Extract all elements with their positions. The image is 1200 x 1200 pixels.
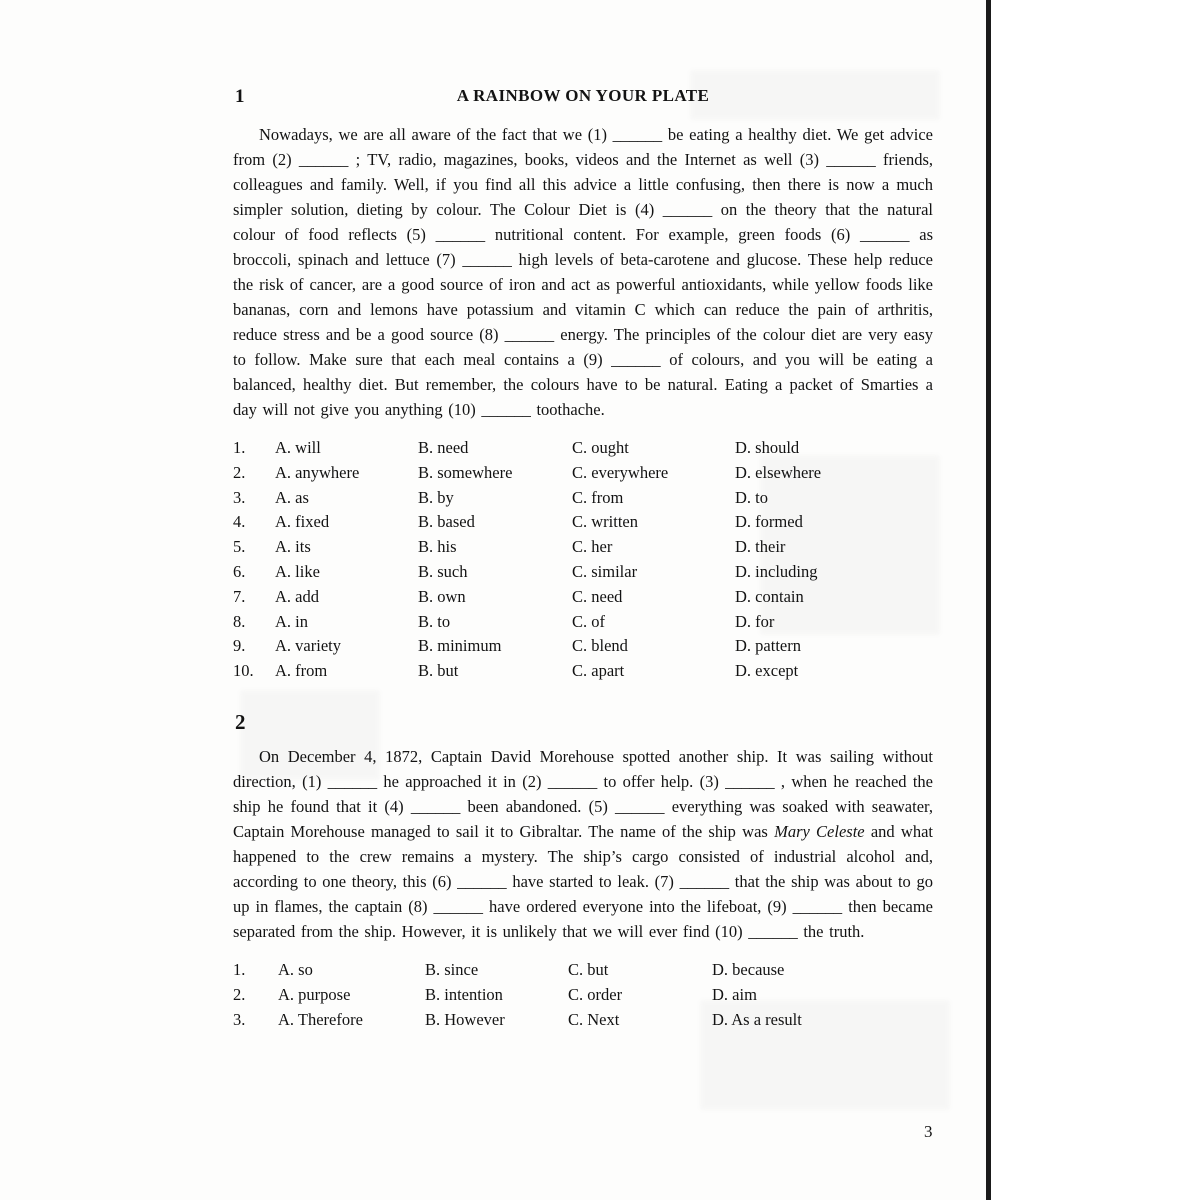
option-b: B. to [418, 611, 451, 631]
option-b: B. own [418, 586, 466, 606]
option-b: B. need [418, 438, 469, 457]
option-b: B. based [418, 512, 475, 532]
option-c: C. apart [572, 661, 625, 681]
option-c: C. everywhere [572, 462, 669, 482]
question-row [233, 634, 933, 659]
option-c: C. similar [572, 561, 638, 581]
question-number: 10. [233, 661, 254, 681]
option-a: A. Therefore [278, 1009, 363, 1029]
option-d: D. As a result [712, 1009, 802, 1029]
option-d: D. should [735, 438, 800, 457]
option-b: B. intention [425, 984, 503, 1004]
option-b: B. such [418, 561, 468, 581]
page-number: 3 [924, 1122, 933, 1141]
exercise1-passage: Nowadays, we are all aware of the fact that we (1) ______ be eating a healthy diet. We get advice from (2) ______ ; TV, radio, magazines, books, videos and the Internet as well (3) ______ friends, colleagues and family. Well, if you find all this advice a little confusing, then there is now a much simpler solution, dieting by colour. The Colour Diet is (4) ______ on the theory that the natural colour of food reflects (5) ______ nutritional content. For example, green foods (6) ______ as broccoli, spinach and lettuce (7) ______ high levels of beta-carotene and glucose. These help reduce the risk of cancer, are a good source of iron and act as powerful antioxidants, while yellow foods like bananas, corn and lemons have potassium and vitamin C which can reduce the pain of arthritis, reduce stress and be a good source (8) ______ energy. The principles of the colour diet are very easy to follow. Make sure that each meal contains a (9) ______ of colours, and you will be eating a balanced, healthy diet. But remember, the colours have to be natural. Eating a packet of Smarties a day will not give you anything (10) ______ toothache. [233, 125, 933, 419]
question-number: 7. [233, 586, 246, 606]
question-row [233, 461, 933, 486]
exercise1-header [233, 86, 933, 110]
question-number: 4. [233, 512, 246, 532]
option-a: A. variety [275, 636, 341, 656]
option-a: A. add [275, 586, 319, 606]
question-number: 1. [233, 959, 246, 979]
question-number: 3. [233, 487, 246, 507]
passage-text: On December 4, 1872, Captain David Morehouse spotted another ship. It was sailing without direction, (1) ______ he approached it in (2) ______ to offer help. (3) ______ , when he reached the ship he found that it (4) ______ been abandoned. (5) ______ everything was soaked with seawater, Captain Morehouse managed to sail it to Gibraltar. The name of the ship was [233, 746, 933, 841]
exercise1-questions [233, 436, 933, 684]
question-number: 3. [233, 1009, 246, 1029]
option-a: A. like [275, 561, 320, 581]
option-b: B. However [425, 1009, 505, 1029]
option-b: B. but [418, 661, 459, 681]
option-b: B. by [418, 487, 454, 507]
option-d: D. elsewhere [735, 462, 822, 482]
option-a: A. anywhere [275, 462, 360, 482]
question-row [233, 958, 933, 983]
option-c: C. blend [572, 636, 628, 656]
option-d: D. because [712, 959, 785, 979]
option-c: C. Next [568, 1009, 620, 1029]
question-row [233, 983, 933, 1008]
option-d: D. to [735, 487, 768, 507]
option-a: A. will [275, 438, 321, 457]
option-c: C. ought [572, 438, 629, 457]
question-row [233, 486, 933, 511]
question-number: 2. [233, 462, 246, 482]
option-c: C. written [572, 512, 638, 532]
option-a: A. so [278, 959, 313, 979]
option-d: D. pattern [735, 636, 801, 656]
question-number: 9. [233, 636, 246, 656]
option-a: A. as [275, 487, 309, 507]
question-row [233, 659, 933, 684]
scan-right-margin [991, 0, 1200, 1200]
option-b: B. his [418, 537, 457, 557]
question-row [233, 436, 933, 461]
exercise2-number: 2 [235, 709, 246, 734]
option-c: C. her [572, 537, 613, 557]
question-number: 2. [233, 984, 246, 1004]
question-number: 8. [233, 611, 246, 631]
option-b: B. since [425, 959, 479, 979]
option-a: A. from [275, 661, 328, 681]
option-a: A. its [275, 537, 311, 557]
option-d: D. except [735, 661, 799, 681]
page-content [233, 86, 933, 1032]
question-number: 5. [233, 537, 246, 557]
question-row [233, 610, 933, 635]
option-d: D. aim [712, 984, 757, 1004]
option-c: C. but [568, 959, 609, 979]
question-row [233, 535, 933, 560]
option-c: C. from [572, 487, 624, 507]
option-b: B. somewhere [418, 462, 513, 482]
option-c: C. need [572, 586, 623, 606]
option-a: A. purpose [278, 984, 351, 1004]
exercise2-questions [233, 958, 933, 1032]
option-d: D. formed [735, 512, 803, 532]
question-row [233, 510, 933, 535]
exercise1-number: 1 [235, 86, 245, 107]
option-d: D. including [735, 561, 818, 581]
option-c: C. order [568, 984, 623, 1004]
option-a: A. in [275, 611, 308, 631]
question-row [233, 585, 933, 610]
exercise2-passage [233, 744, 933, 944]
question-row [233, 1008, 933, 1033]
option-d: D. contain [735, 586, 804, 606]
option-b: B. minimum [418, 636, 502, 656]
option-a: A. fixed [275, 512, 330, 532]
option-c: C. of [572, 611, 605, 631]
ship-name-italic: Mary Celeste [774, 821, 865, 841]
exercise2-header [233, 710, 933, 736]
passage-text: and what happened to the crew remains a mystery. The ship’s cargo consisted of industrial alcohol and, according to one theory, this (6) ______ have started to leak. (7) ______ that the ship was about to go up in flames, the captain (8) ______ have ordered everyone into the lifeboat, (9) ______ then became separated from the ship. However, it is unlikely that we will ever find (10) ______ the truth. [233, 821, 933, 941]
question-number: 1. [233, 438, 246, 457]
option-d: D. their [735, 537, 786, 557]
question-number: 6. [233, 561, 246, 581]
exercise1-title: A RAINBOW ON YOUR PLATE [456, 86, 710, 105]
option-d: D. for [735, 611, 775, 631]
question-row [233, 560, 933, 585]
